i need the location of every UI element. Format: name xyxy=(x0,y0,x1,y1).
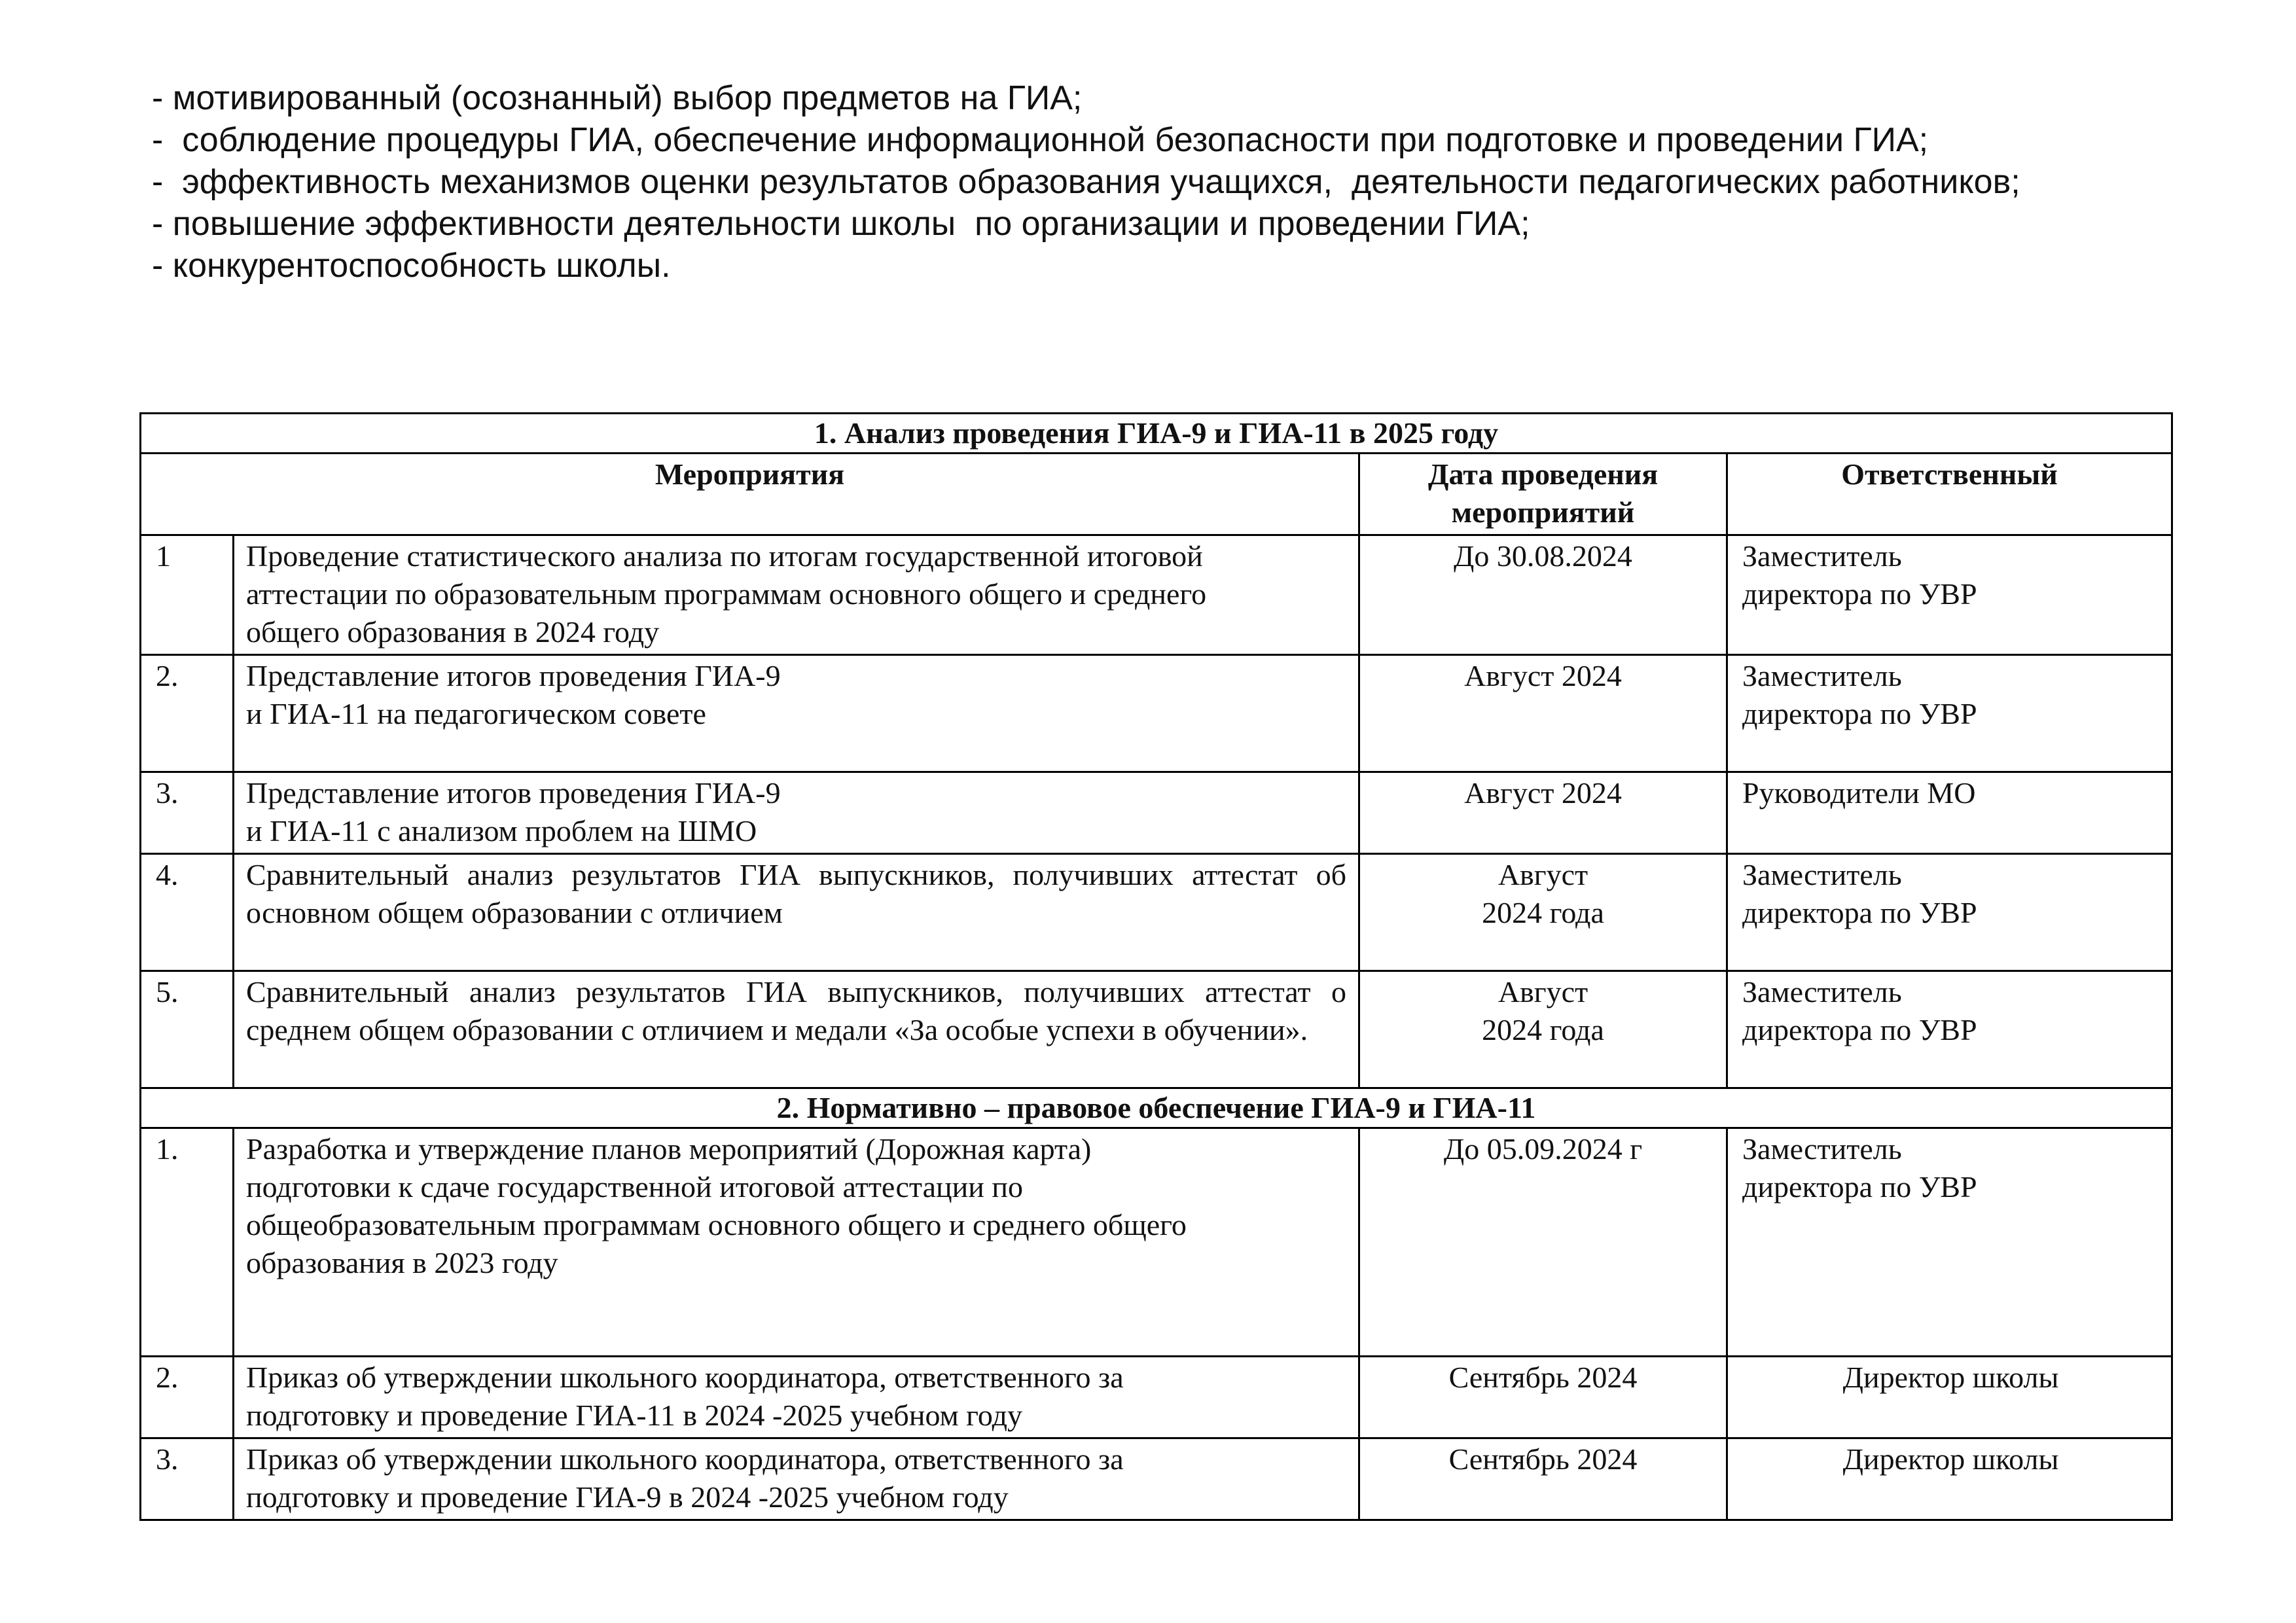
row-activity: Приказ об утверждении школьного координатора, ответственного за подготовку и проведение ГИА-9 в 2024 -2025 учебном году xyxy=(246,1442,1124,1514)
row-responsible: Заместитель директора по УВР xyxy=(1727,655,2172,772)
table-row xyxy=(141,971,2172,1088)
row-date: Август 2024 xyxy=(1359,655,1727,772)
section-2-title: 2. Нормативно – правовое обеспечение ГИА-9 и ГИА-11 xyxy=(141,1088,2172,1128)
row-responsible: Заместитель директора по УВР xyxy=(1727,535,2172,655)
row-number: 2. xyxy=(141,655,234,772)
row-number: 3. xyxy=(141,772,234,854)
row-activity: Разработка и утверждение планов мероприятий (Дорожная карта) подготовки к сдаче государственной итоговой аттестации по общеобразовательным программам основного общего и среднего общего образования в 2023 году xyxy=(246,1132,1187,1279)
bullet-item: - конкурентоспособность школы. xyxy=(152,247,671,285)
bullet-item: - эффективность механизмов оценки результатов образования учащихся, деятельности педагогических работников; xyxy=(152,163,2020,201)
row-date: До 30.08.2024 xyxy=(1359,535,1727,655)
bullet-item: - соблюдение процедуры ГИА, обеспечение информационной безопасности при подготовке и проведении ГИА; xyxy=(152,121,1929,159)
row-responsible: Директор школы xyxy=(1727,1357,2172,1438)
row-number: 1 xyxy=(141,535,234,655)
row-responsible: Заместитель директора по УВР xyxy=(1727,971,2172,1088)
row-date: Сентябрь 2024 xyxy=(1359,1357,1727,1438)
row-number: 3. xyxy=(141,1438,234,1520)
row-date: Август 2024 года xyxy=(1359,971,1727,1088)
row-number: 5. xyxy=(141,971,234,1088)
header-responsible: Ответственный xyxy=(1727,454,2172,535)
row-date: Август 2024 года xyxy=(1359,854,1727,971)
table-row xyxy=(141,854,2172,971)
section-1-title: 1. Анализ проведения ГИА-9 и ГИА-11 в 2025 году xyxy=(141,414,2172,454)
bullet-list xyxy=(152,77,2181,287)
row-activity: Сравнительный анализ результатов ГИА выпускников, получивших аттестат о среднем общем образовании с отличием и медали «За особые успехи в обучении». xyxy=(234,971,1359,1088)
row-activity: Представление итогов проведения ГИА-9 и ГИА-11 с анализом проблем на ШМО xyxy=(246,776,781,847)
section-header-row xyxy=(141,414,2172,454)
bullet-item: - мотивированный (осознанный) выбор предметов на ГИА; xyxy=(152,79,1083,117)
table-row xyxy=(141,1357,2172,1438)
row-responsible: Руководители МО xyxy=(1727,772,2172,854)
bullet-item: - повышение эффективности деятельности школы по организации и проведении ГИА; xyxy=(152,205,1530,243)
gia-plan-table xyxy=(139,412,2173,1521)
row-number: 2. xyxy=(141,1357,234,1438)
row-activity: Приказ об утверждении школьного координатора, ответственного за подготовку и проведение ГИА-11 в 2024 -2025 учебном году xyxy=(246,1361,1124,1432)
row-number: 1. xyxy=(141,1128,234,1357)
column-header-row xyxy=(141,454,2172,535)
row-activity: Сравнительный анализ результатов ГИА выпускников, получивших аттестат об основном общем образовании с отличием xyxy=(234,854,1359,971)
table-row xyxy=(141,772,2172,854)
row-activity: Проведение статистического анализа по итогам государственной итоговой аттестации по образовательным программам основного общего и среднего общего образования в 2024 году xyxy=(246,539,1207,649)
header-activities: Мероприятия xyxy=(141,454,1359,535)
row-responsible: Заместитель директора по УВР xyxy=(1727,854,2172,971)
row-date: Сентябрь 2024 xyxy=(1359,1438,1727,1520)
table-row xyxy=(141,535,2172,655)
table-row xyxy=(141,1438,2172,1520)
row-activity: Представление итогов проведения ГИА-9 и ГИА-11 на педагогическом совете xyxy=(246,659,781,730)
row-date: Август 2024 xyxy=(1359,772,1727,854)
row-number: 4. xyxy=(141,854,234,971)
table-row xyxy=(141,655,2172,772)
table-row xyxy=(141,1128,2172,1357)
row-date: До 05.09.2024 г xyxy=(1359,1128,1727,1357)
row-responsible: Директор школы xyxy=(1727,1438,2172,1520)
section-header-row xyxy=(141,1088,2172,1128)
header-date: Дата проведения мероприятий xyxy=(1359,454,1727,535)
row-responsible: Заместитель директора по УВР xyxy=(1727,1128,2172,1357)
